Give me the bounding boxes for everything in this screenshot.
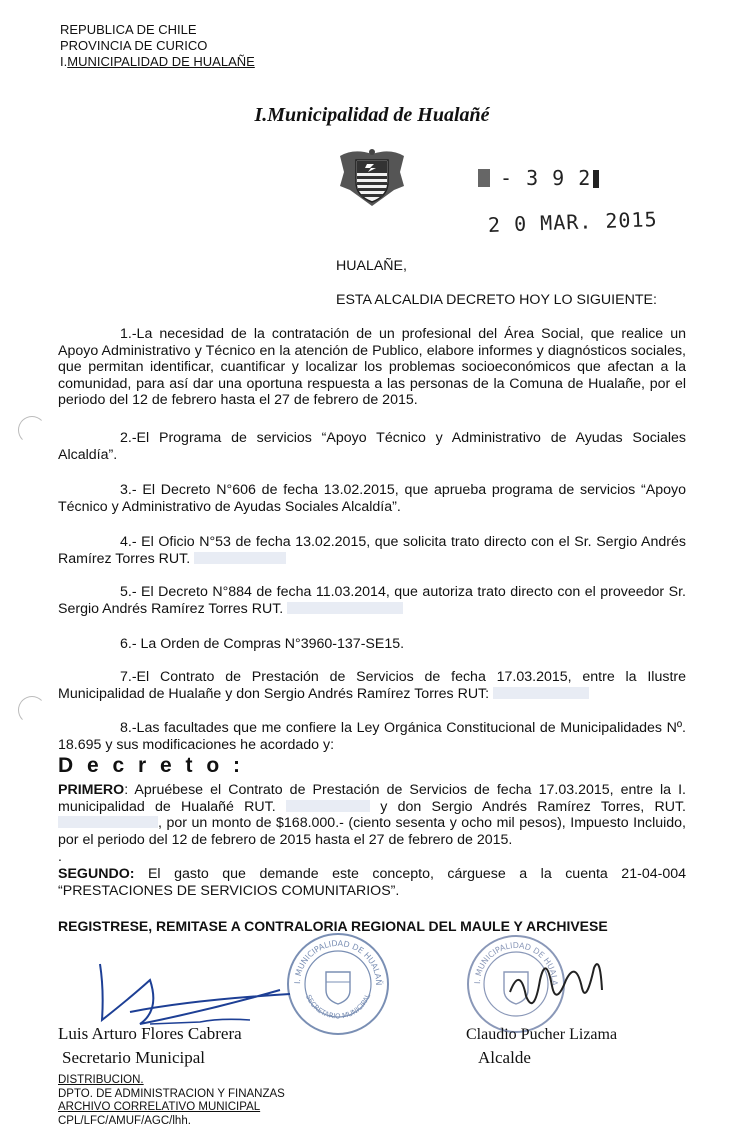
margin-punch-mark [18,696,46,724]
considerando-6: 6.- La Orden de Compras N°3960-137-SE15. [120,636,405,652]
svg-text:SECRETARIO MUNICIPAL: SECRETARIO MUNICIPAL [304,992,373,1021]
distribution-title: DISTRIBUCION. [58,1074,144,1086]
distribution-item: DPTO. DE ADMINISTRACION Y FINANZAS [58,1087,285,1100]
considerando-2: 2.-El Programa de servicios “Apoyo Técnico y Administrativo de Ayudas Sociales Alcaldía”. [58,430,686,463]
registrese-line: REGISTRESE, REMITASE A CONTRALORIA REGIONAL DEL MAULE Y ARCHIVESE [58,918,608,934]
signatory-right-name: Claudio Pucher Lizama [466,1026,618,1043]
decree-intro: ESTA ALCALDIA DECRETO HOY LO SIGUIENTE: [336,292,657,308]
margin-punch-mark [18,416,46,444]
distribution-initials: CPL/LFC/AMUF/AGC/lhh. [58,1114,191,1127]
distribution-block [58,1074,285,1128]
redacted-rut [286,800,370,812]
decree-date-stamp: 2 0 MAR. 2015 [487,207,658,237]
header-block [60,22,255,70]
coat-of-arms-logo [334,146,410,210]
redacted-rut [58,816,158,828]
distribution-item: ARCHIVO CORRELATIVO MUNICIPAL [58,1101,261,1113]
considerando-3: 3.- El Decreto N°606 de fecha 13.02.2015, que aprueba programa de servicios “Apoyo Técnico y Administrativo de Ayudas Sociales Alcaldía”. [58,482,686,515]
stray-dot: . [58,848,62,864]
place-label: HUALAÑE, [336,258,407,274]
article-segundo: SEGUNDO: El gasto que demande este concepto, cárguese a la cuenta 21-04-004 “PRESTACIONES DE SERVICIOS COMUNITARIOS”. [58,866,686,899]
segundo-label: SEGUNDO: [58,866,135,882]
considerando-7: 7.-El Contrato de Prestación de Servicios de fecha 17.03.2015, entre la Ilustre Municipalidad de Hualañe y don Sergio Andrés Ramírez Torres RUT: [58,669,686,702]
stamp-mark-icon [478,169,490,187]
signatory-left-name: Luis Arturo Flores Cabrera [58,1024,242,1043]
signatory-right-role: Alcalde [478,1048,531,1067]
header-municipality: I.MUNICIPALIDAD DE HUALAÑE [60,54,255,69]
svg-text:I. MUNICIPALIDAD DE HUALAÑE: I. MUNICIPALIDAD DE HUALAÑ [292,938,384,986]
primero-label: PRIMERO [58,782,125,798]
redacted-rut [194,552,286,564]
redacted-rut [287,602,403,614]
signatory-left-role: Secretario Municipal [62,1048,206,1067]
considerando-4: 4.- El Oficio N°53 de fecha 13.02.2015, que solicita trato directo con el Sr. Sergio Andrés Ramírez Torres RUT. [58,534,686,567]
page-title: I.Municipalidad de Hualañé [254,104,490,126]
decree-number-stamp: - 3 9 2 [478,166,599,190]
svg-text:I. MUNICIPALIDAD DE HUALAÑE: I. MUNICIPALIDAD DE HUALA [472,940,560,986]
article-primero: PRIMERO: Apruébese el Contrato de Prestación de Servicios de fecha 17.03.2015, entre la I. municipalidad de Hualañé RUT. y don Sergio Andrés Ramírez Torres, RUT. , por un monto de $168.000.- (ciento sesenta y ocho mil pesos), Impuesto Incluido, por el periodo del 12 de febrero de 2015 hasta el 27 de febrero de 2015. [58,782,686,848]
header-country: REPUBLICA DE CHILE [60,22,197,37]
considerando-8: 8.-Las facultades que me confiere la Ley Orgánica Constitucional de Municipalidades Nº. 18.695 y sus modificaciones he acordado y: [58,720,686,753]
decreto-heading: D e c r e t o : [58,754,245,777]
stamp-end-mark-icon [593,170,599,188]
redacted-rut [493,687,589,699]
considerando-1: 1.-La necesidad de la contratación de un profesional del Área Social, que realice un Apoyo Administrativo y Técnico en la atención de Publico, elabore informes y diagnósticos sociales, que permitan identificar, cuantificar y localizar los problemas socioeconómicos que afectan a la comunidad, para así dar una oportuna respuesta a las personas de la Comuna de Hualañe, por el periodo del 12 de febrero hasta el 27 de febrero de 2015. [58,326,686,409]
considerando-5: 5.- El Decreto N°884 de fecha 11.03.2014, que autoriza trato directo con el proveedor Sr. Sergio Andrés Ramírez Torres RUT. [58,584,686,617]
header-province: PROVINCIA DE CURICO [60,38,208,53]
signature-alcalde [490,946,640,1036]
